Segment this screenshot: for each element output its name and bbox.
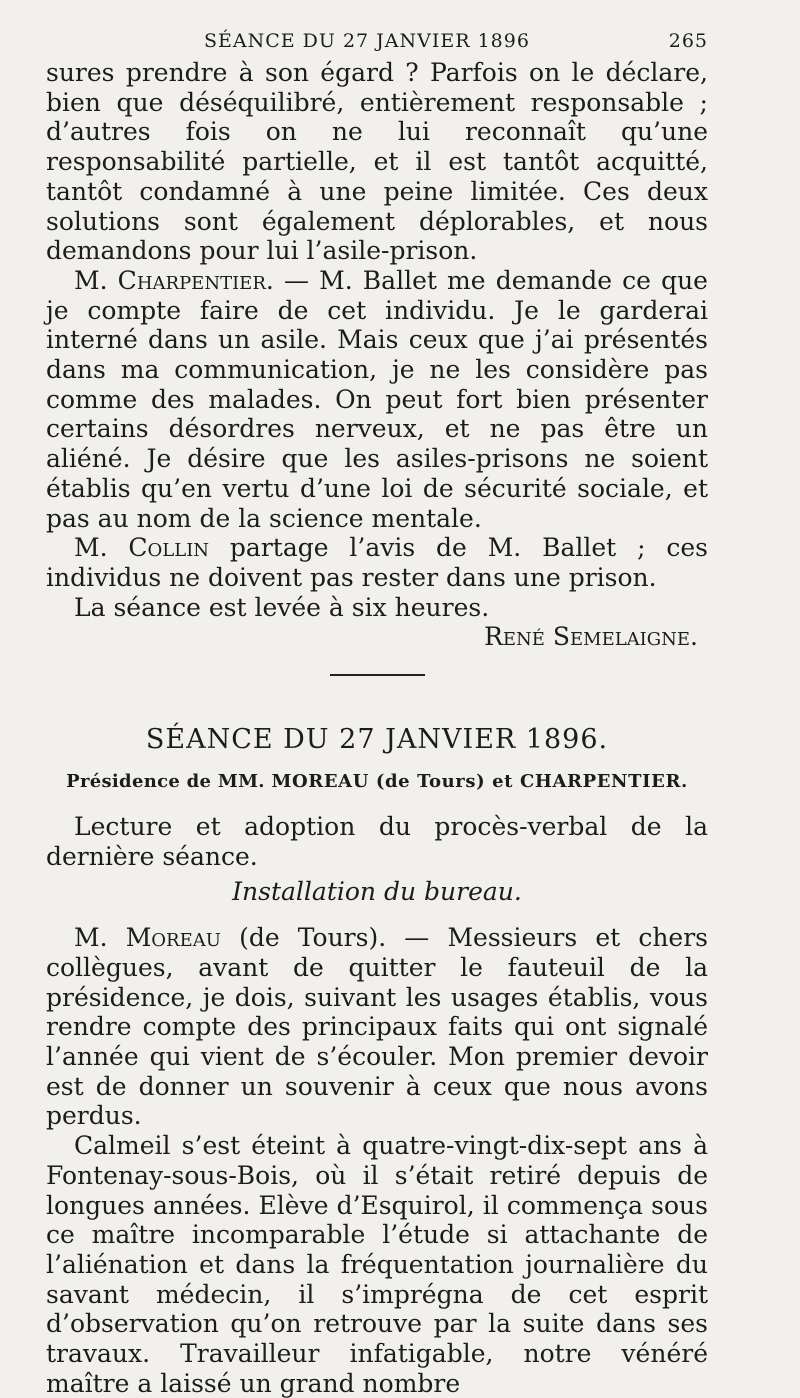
presidence-prefix: Présidence de MM. <box>66 771 272 793</box>
moreau-prefix: M. <box>74 923 126 953</box>
closing-line: La séance est levée à six heures. <box>74 592 490 622</box>
subheading: Installation du bureau. <box>232 877 522 907</box>
running-title: SÉANCE DU 27 JANVIER 1896 <box>204 30 530 52</box>
speaker-charpentier: M. Charpentier. <box>74 265 274 295</box>
presidence-names: MOREAU (de Tours) et CHARPENTIER. <box>271 771 688 793</box>
section-divider <box>330 674 425 676</box>
collin-prefix: M. <box>74 533 129 563</box>
charpentier-paragraph <box>46 266 708 533</box>
collin-paragraph <box>46 533 708 592</box>
charpentier-text: — M. Ballet me demande ce que je compte faire de cet individu. Je le garderai interné dans un asile. Mais ceux que j’ai présentés dans ma communication, je ne les considère pas comme des malades. On peut fort bien présenter certains désordres nerveux, et ne pas être un aliéné. Je désire que les asiles-prisons ne soient établis qu’en vertu d’une loi de sécurité sociale, et pas au nom de la science mentale. <box>46 265 708 533</box>
presidence-line <box>46 771 708 792</box>
lecture-paragraph: Lecture et adoption du procès-verbal de la dernière séance. <box>46 812 708 871</box>
collin-text: partage l’avis de M. Ballet ; ces individus ne doivent pas rester dans une prison. <box>46 533 708 592</box>
section-title: SÉANCE DU 27 JANVIER 1896. <box>145 724 609 756</box>
calmeil-paragraph: Calmeil s’est éteint à quatre-vingt-dix-sept ans à Fontenay-sous-Bois, où il s’était retiré depuis de longues années. Elève d’Esquirol, il commença sous ce maître incomparable l’étude si attachante de l’aliénation et dans la fréquentation journalière du savant médecin, il s’imprégna de cet esprit d’observation qu’on retrouve par la suite dans ses travaux. Travailleur infatigable, notre vénéré maître a laissé un grand nombre <box>46 1131 708 1398</box>
running-header <box>46 30 708 52</box>
paragraph-continuation: sures prendre à son égard ? Parfois on le déclare, bien que déséquilibré, entièrement responsable ; d’autres fois on ne lui reconnaît qu’une responsabilité partielle, et il est tantôt acquitté, tantôt condamné à une peine limitée. Ces deux solutions sont également déplorables, et nous demandons pour lui l’asile-prison. <box>46 58 708 266</box>
speaker-moreau: Moreau <box>125 923 221 953</box>
signature: René Semelaigne. <box>484 622 698 652</box>
speaker-collin: Collin <box>128 533 210 563</box>
page-number: 265 <box>668 30 708 52</box>
moreau-paragraph <box>46 923 708 1131</box>
moreau-text: (de Tours). — Messieurs et chers collègues, avant de quitter le fauteuil de la présidence, je dois, suivant les usages établis, vous rendre compte des principaux faits qui ont signalé l’année qui vient de s’écouler. Mon premier devoir est de donner un souvenir à ceux que nous avons perdus. <box>46 923 708 1131</box>
